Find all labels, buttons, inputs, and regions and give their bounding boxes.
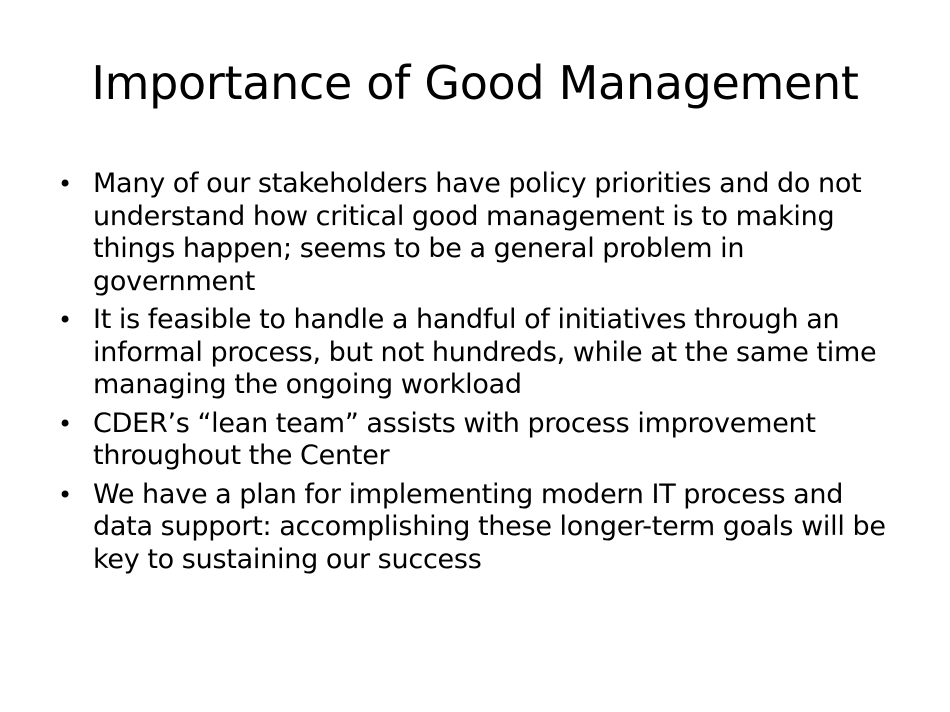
bullet-list xyxy=(58,168,898,582)
bullet-icon: • xyxy=(58,480,72,509)
bullet-text: CDER’s “lean team” assists with process improvement throughout the Center xyxy=(93,407,816,471)
bullet-text: Many of our stakeholders have policy priorities and do not understand how critical good management is to making things happen; seems to be a general problem in government xyxy=(93,168,862,297)
bullet-item xyxy=(58,479,898,577)
bullet-text: We have a plan for implementing modern IT process and data support: accomplishing these longer-term goals will be key to sustaining our success xyxy=(93,478,886,575)
slide-title: Importance of Good Management xyxy=(91,56,859,110)
bullet-icon: • xyxy=(58,306,72,334)
bullet-text: It is feasible to handle a handful of initiatives through an informal process, but not hundreds, while at the same time managing the ongoing workload xyxy=(93,304,877,400)
bullet-item xyxy=(58,408,898,473)
bullet-icon: • xyxy=(58,170,72,198)
bullet-icon: • xyxy=(58,409,72,438)
bullet-item xyxy=(58,168,898,298)
bullet-item xyxy=(58,304,898,402)
